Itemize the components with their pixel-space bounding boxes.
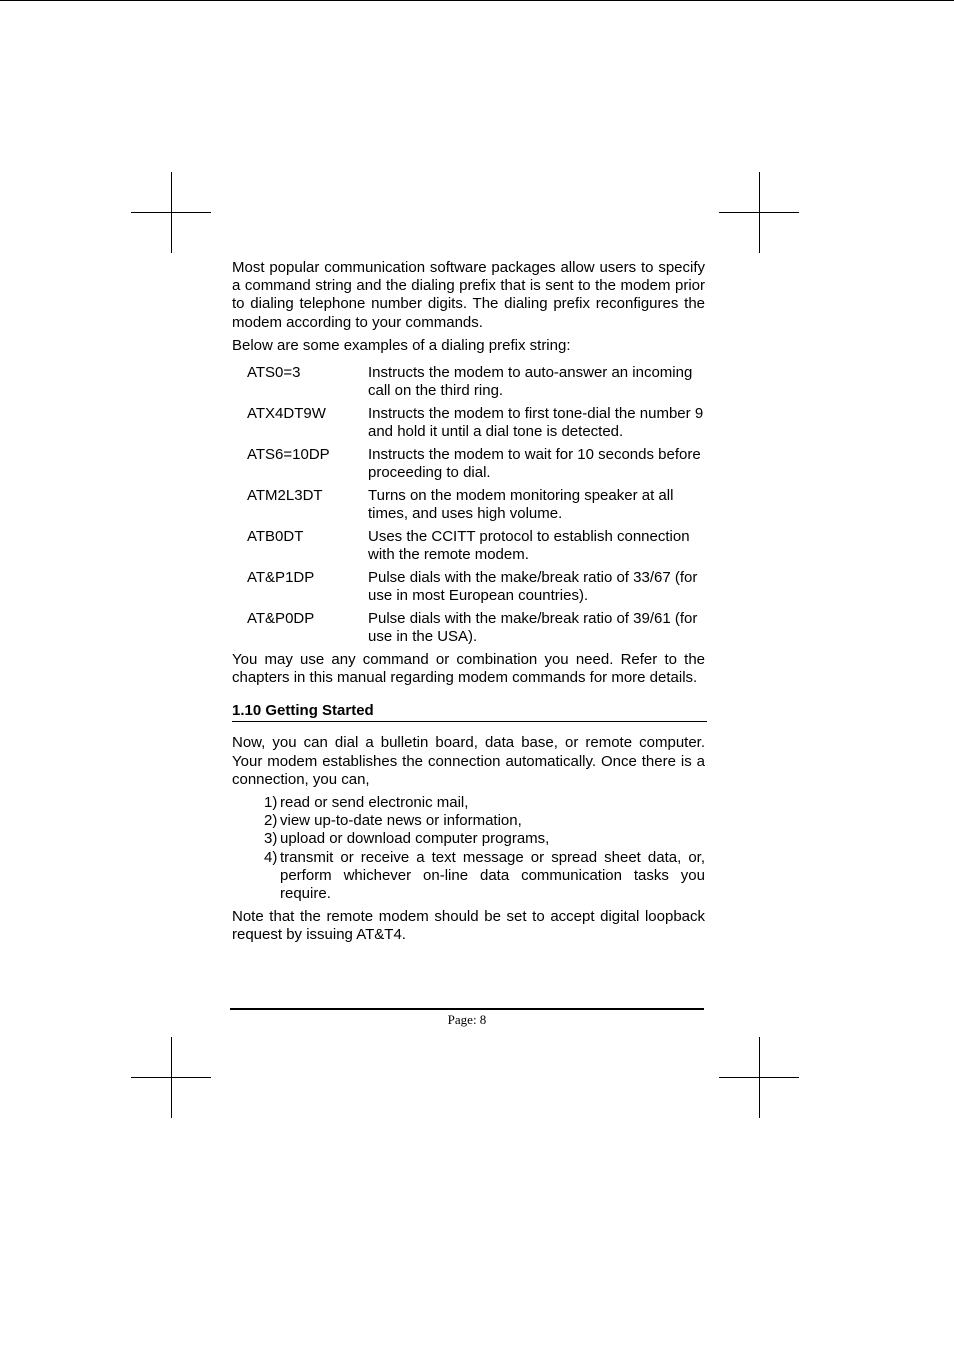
- crop-mark-top-left-vertical: [171, 172, 172, 253]
- command-code: AT&P1DP: [247, 569, 315, 587]
- list-item-text: view up-to-date news or information,: [280, 812, 522, 830]
- command-code: ATM2L3DT: [247, 487, 323, 505]
- command-row: [247, 446, 705, 482]
- command-row: [247, 569, 705, 605]
- command-row: [247, 528, 705, 564]
- getting-started-paragraph: Now, you can dial a bulletin board, data base, or remote computer. Your modem establishes the connection automatically. Once there is a connection, you can,: [232, 734, 705, 788]
- command-row: [247, 610, 705, 646]
- command-code: ATX4DT9W: [247, 405, 326, 423]
- command-code: AT&P0DP: [247, 610, 315, 628]
- section-heading: 1.10 Getting Started: [232, 702, 707, 722]
- intro-paragraph: Most popular communication software packages allow users to specify a command string and the dialing prefix that is sent to the modem prior to dialing telephone number digits. The dialing prefix reconfigures the modem according to your commands.: [232, 259, 705, 331]
- usage-paragraph: You may use any command or combination you need. Refer to the chapters in this manual regarding modem commands for more details.: [232, 651, 705, 687]
- list-item-number: 2): [264, 812, 278, 830]
- command-description: Uses the CCITT protocol to establish connection with the remote modem.: [368, 528, 690, 564]
- command-description: Turns on the modem monitoring speaker at all times, and uses high volume.: [368, 487, 674, 523]
- list-item: [232, 794, 705, 812]
- examples-lead: Below are some examples of a dialing prefix string:: [232, 336, 571, 354]
- command-row: [247, 405, 705, 441]
- list-item-text: transmit or receive a text message or spread sheet data, or, perform whichever on-line data communication tasks you require.: [280, 848, 705, 903]
- command-description: Instructs the modem to first tone-dial the number 9 and hold it until a dial tone is detected.: [368, 405, 704, 441]
- crop-mark-bottom-right-vertical: [759, 1037, 760, 1118]
- command-row: [247, 364, 705, 400]
- list-item-text: read or send electronic mail,: [280, 794, 469, 812]
- command-code: ATB0DT: [247, 528, 304, 546]
- command-description: Instructs the modem to auto-answer an incoming call on the third ring.: [368, 364, 693, 400]
- list-item: [232, 812, 705, 830]
- command-code: ATS6=10DP: [247, 446, 330, 464]
- command-examples-table: [247, 364, 705, 646]
- command-description: Instructs the modem to wait for 10 seconds before proceeding to dial.: [368, 446, 701, 482]
- list-item-text: upload or download computer programs,: [280, 830, 550, 848]
- command-row: [247, 487, 705, 523]
- crop-mark-top-right-vertical: [759, 172, 760, 253]
- list-item: [232, 849, 705, 904]
- list-item-number: 1): [264, 794, 278, 812]
- page-number: Page: 8: [447, 1012, 487, 1027]
- command-description: Pulse dials with the make/break ratio of 39/61 (for use in the USA).: [368, 610, 698, 646]
- footer-rule: [230, 1008, 704, 1010]
- loopback-note: Note that the remote modem should be set to accept digital loopback request by issuing AT&T4.: [232, 908, 705, 944]
- list-item-number: 4): [264, 848, 278, 866]
- command-code: ATS0=3: [247, 364, 301, 382]
- command-description: Pulse dials with the make/break ratio of 33/67 (for use in most European countries).: [368, 569, 698, 605]
- top-edge-rule: [0, 0, 954, 1]
- crop-mark-bottom-left-vertical: [171, 1037, 172, 1118]
- capabilities-list: [232, 794, 705, 903]
- list-item-number: 3): [264, 830, 278, 848]
- page-content: [232, 259, 705, 945]
- list-item: [232, 830, 705, 848]
